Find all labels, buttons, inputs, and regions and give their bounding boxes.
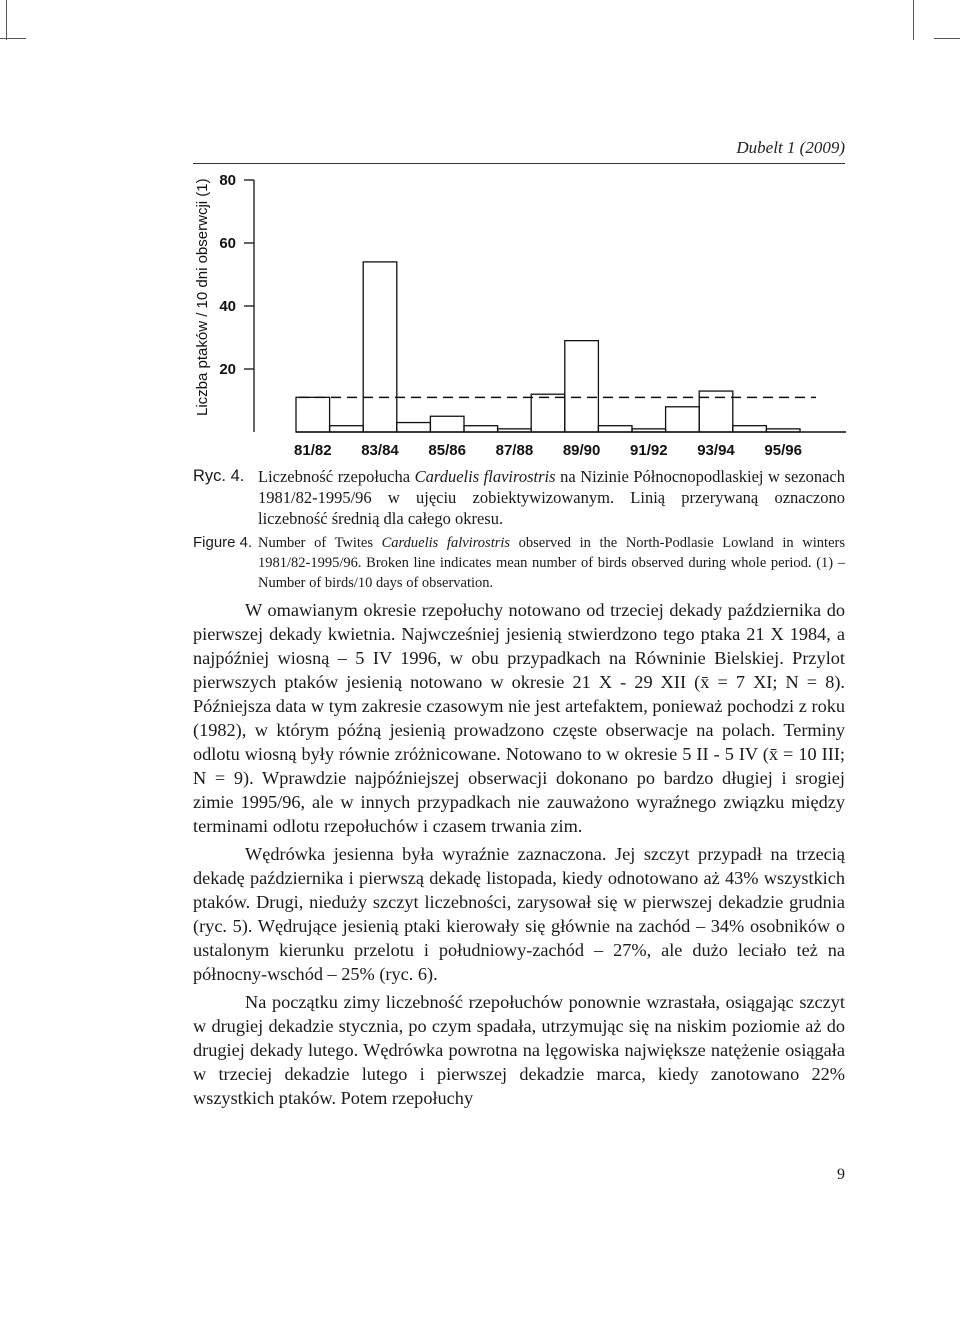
- caption-polish-text: [258, 466, 845, 529]
- y-axis-label: Liczba ptaków / 10 dni obserwcji (1): [194, 178, 211, 416]
- y-tick-label-60: 60: [219, 235, 236, 252]
- x-tick-label-93-94: 93/94: [697, 442, 735, 459]
- x-tick-label-89-90: 89/90: [562, 442, 601, 459]
- bar-84/85: [397, 423, 431, 432]
- y-axis: [219, 172, 254, 432]
- y-tick-label-20: 20: [219, 361, 236, 378]
- bar-94/95: [733, 426, 767, 432]
- caption-polish-text-b: na Nizinie Północnopodlaskiej w sezonach 1981/82-1995/96 w ujęciu zobiektywizowanym. Linią przerywaną oznaczono liczebność średnią dla całego okresu.: [258, 467, 845, 528]
- bar-90/91: [598, 426, 632, 432]
- figure-4-chart: [188, 168, 848, 469]
- x-tick-label-87-88: 87/88: [495, 442, 534, 459]
- bar-88/89: [531, 394, 565, 432]
- caption-english: [193, 533, 845, 593]
- bar-82/83: [330, 426, 364, 432]
- page-number: 9: [837, 1166, 845, 1183]
- bar-83/84: [363, 262, 397, 432]
- y-tick-label-40: 40: [219, 298, 236, 315]
- bar-89/90: [565, 341, 599, 432]
- bar-85/86: [430, 416, 464, 432]
- x-tick-label-85-86: 85/86: [428, 442, 466, 459]
- paragraph-1: W omawianym okresie rzepołuchy notowano od trzeciej dekady października do pierwszej dekady kwietnia. Najwcześniej jesienią stwierdzono tego ptaka 21 X 1984, a najpóźniej wiosną – 5 IV 1996, w obu przypadkach na Równinie Bielskiej. Przylot pierwszych ptaków jesienią notowano w okresie 21 X - 29 XII (x̄ = 7 XI; N = 8). Późniejsza data w tym zakresie czasowym nie jest artefaktem, ponieważ pochodzi z roku (1982), w którym późną jesienią prowadzono częste obserwacje na polach. Terminy odlotu wiosną były równie zróżnicowane. Notowano to w okresie 5 II - 5 IV (x̄ = 10 III; N = 9). Wprawdzie najpóźniejszej obserwacji dokonano po bardzo długiej i srogiej zimie 1995/96, ale w innych przypadkach nie zauważono wyraźnego związku między terminami odlotu rzepołuchów i czasem trwania zim.: [193, 600, 845, 836]
- crop-mark-right-top-h: [934, 38, 960, 39]
- bars-group: [296, 262, 816, 432]
- bar-92/93: [666, 407, 700, 432]
- bar-81/82: [296, 397, 330, 432]
- caption-english-label: Figure 4.: [193, 534, 253, 551]
- running-head: Dubelt 1 (2009): [736, 138, 845, 157]
- caption-english-species: Carduelis falvirostris: [381, 535, 511, 551]
- caption-polish-text-a: Liczebność rzepołucha: [258, 467, 415, 486]
- caption-polish-label: Ryc. 4.: [193, 467, 245, 485]
- chart-svg: [188, 168, 848, 464]
- caption-english-text-a: Number of Twites: [258, 535, 382, 551]
- crop-mark-right-top-v: [913, 0, 914, 40]
- body-text: [193, 598, 845, 1110]
- caption-polish-species: Carduelis flavirostris: [414, 467, 556, 486]
- x-axis: [294, 432, 846, 459]
- paragraph-3: Na początku zimy liczebność rzepołuchów ponownie wzrastała, osiągając szczyt w drugiej dekadzie stycznia, po czym spadała, utrzymując się na niskim poziomie aż do drugiej dekady lutego. Wędrówka powrotna na lęgowiska największe natężenie osiągała w trzeciej dekadzie lutego i pierwszej dekadzie marca, kiedy zanotowano 22% wszystkich ptaków. Potem rzepołuchy: [193, 992, 845, 1108]
- caption-polish: [193, 466, 845, 529]
- crop-mark-left-top-v: [6, 0, 7, 40]
- header-rule: [193, 163, 845, 164]
- x-tick-label-83-84: 83/84: [361, 442, 399, 459]
- caption-english-text: [258, 533, 845, 593]
- x-tick-label-81-82: 81/82: [294, 442, 332, 459]
- caption-english-text-b: observed in the North-Podlasie Lowland in winters 1981/82-1995/96. Broken line indicates mean number of birds observed during whole period. (1) – Number of birds/10 days of observation.: [258, 535, 845, 591]
- x-tick-label-95-96: 95/96: [764, 442, 802, 459]
- x-tick-label-91-92: 91/92: [630, 442, 668, 459]
- y-tick-label-80: 80: [219, 172, 236, 189]
- paragraph-2: Wędrówka jesienna była wyraźnie zaznaczona. Jej szczyt przypadł na trzecią dekadę października i pierwszą dekadę listopada, kiedy odnotowano aż 43% wszystkich ptaków. Drugi, nieduży szczyt liczebności, zarysował się w pierwszej dekadzie grudnia (ryc. 5). Wędrujące jesienią ptaki kierowały się głównie na zachód – 34% osobników o ustalonym kierunku przelotu i południowy-zachód – 27%, ale dużo leciało też na północny-wschód – 25% (ryc. 6).: [193, 844, 845, 984]
- crop-mark-left-top-h: [0, 38, 26, 39]
- bar-86/87: [464, 426, 498, 432]
